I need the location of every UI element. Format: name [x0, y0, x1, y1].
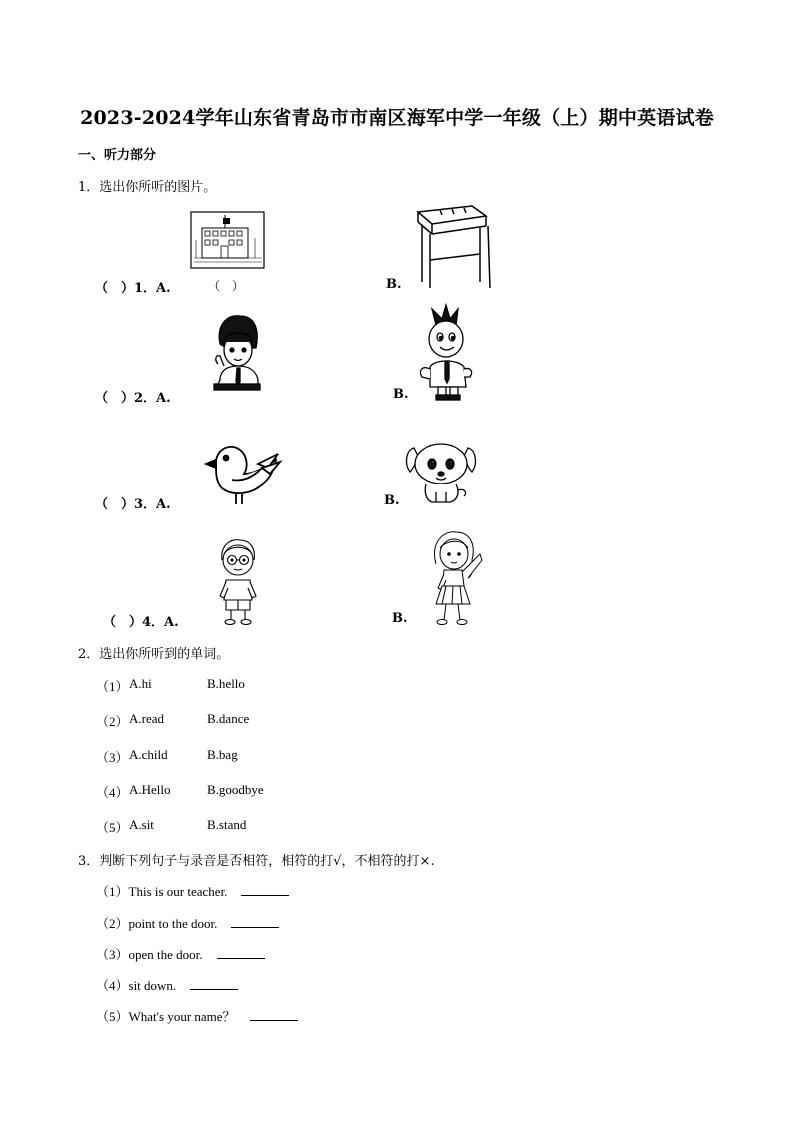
- girl-waving-icon: [428, 530, 486, 626]
- boy-glasses-icon: [214, 538, 262, 626]
- q1-row4-option-b: B.: [392, 611, 408, 626]
- q2-item-1-option-a[interactable]: A.hi: [129, 676, 152, 691]
- q2-item-2-option-a[interactable]: A.read: [129, 711, 165, 726]
- q3-item-1-answer-blank[interactable]: [241, 884, 289, 896]
- q2-item-4-num: （4）: [96, 785, 129, 800]
- q3-item-3-text: open the door.: [128, 947, 203, 962]
- q3-item-3: [96, 944, 265, 963]
- section-heading: 一、听力部分: [78, 148, 157, 163]
- q2-item-2-option-b[interactable]: B.dance: [207, 711, 250, 726]
- q3-item-1-text: This is our teacher.: [128, 884, 228, 899]
- q3-item-5: [96, 1006, 298, 1025]
- school-building-icon: [190, 210, 266, 270]
- q3-item-4-answer-blank[interactable]: [190, 978, 238, 990]
- q3-item-2: [96, 913, 279, 932]
- q3-item-1-num: （1）: [96, 884, 129, 899]
- q1-row1-label: （ ）1．A.: [95, 281, 171, 296]
- q1-row3-label: （ ）3．A.: [95, 497, 171, 512]
- q3-item-4: [96, 975, 238, 994]
- girl-icon: [212, 312, 264, 392]
- q2-item-4-option-b[interactable]: B.goodbye: [207, 782, 264, 797]
- q2-item-5-option-b[interactable]: B.stand: [207, 817, 247, 832]
- q3-item-5-num: （5）: [96, 1009, 129, 1024]
- q3-item-5-text: What's your name？: [128, 1009, 236, 1024]
- question-2-prompt: 2．选出你所听到的单词。: [78, 647, 230, 662]
- q3-item-4-text: sit down.: [128, 978, 177, 993]
- q3-item-1: [96, 881, 289, 900]
- q1-row4-label: （ ）4．A.: [103, 615, 179, 630]
- dog-icon: [404, 440, 478, 506]
- bird-icon: [202, 440, 282, 506]
- q1-row2-option-b: B.: [393, 387, 409, 402]
- q3-item-2-text: point to the door.: [128, 916, 218, 931]
- q3-item-4-num: （4）: [96, 978, 129, 993]
- desk-icon: [412, 204, 492, 290]
- q2-item-1-num: （1）: [96, 679, 129, 694]
- q1-row2-label: （ ）2．A.: [95, 391, 171, 406]
- q3-item-2-answer-blank[interactable]: [231, 916, 279, 928]
- q2-item-3-option-b[interactable]: B.bag: [207, 747, 238, 762]
- q2-item-2-num: （2）: [96, 714, 129, 729]
- q3-item-3-num: （3）: [96, 947, 129, 962]
- q1-row3-option-b: B.: [384, 493, 400, 508]
- question-3-prompt: 3．判断下列句子与录音是否相符，相符的打√，不相符的打×.: [78, 854, 435, 869]
- boy-icon: [418, 305, 478, 401]
- q2-item-5-option-a[interactable]: A.sit: [129, 817, 154, 832]
- q1-row1-note: （ ）: [208, 279, 245, 293]
- q3-item-5-answer-blank[interactable]: [250, 1009, 298, 1021]
- q1-row1-option-b: B.: [386, 277, 402, 292]
- q2-item-5-num: （5）: [96, 820, 129, 835]
- q2-item-3-num: （3）: [96, 750, 129, 765]
- page-title: 2023-2024学年山东省青岛市市南区海军中学一年级（上）期中英语试卷: [80, 107, 714, 129]
- q3-item-3-answer-blank[interactable]: [217, 947, 265, 959]
- q2-item-3-option-a[interactable]: A.child: [129, 747, 168, 762]
- question-1-prompt: 1．选出你所听的图片。: [78, 180, 217, 195]
- q2-item-1-option-b[interactable]: B.hello: [207, 676, 245, 691]
- q3-item-2-num: （2）: [96, 916, 129, 931]
- q2-item-4-option-a[interactable]: A.Hello: [129, 782, 171, 797]
